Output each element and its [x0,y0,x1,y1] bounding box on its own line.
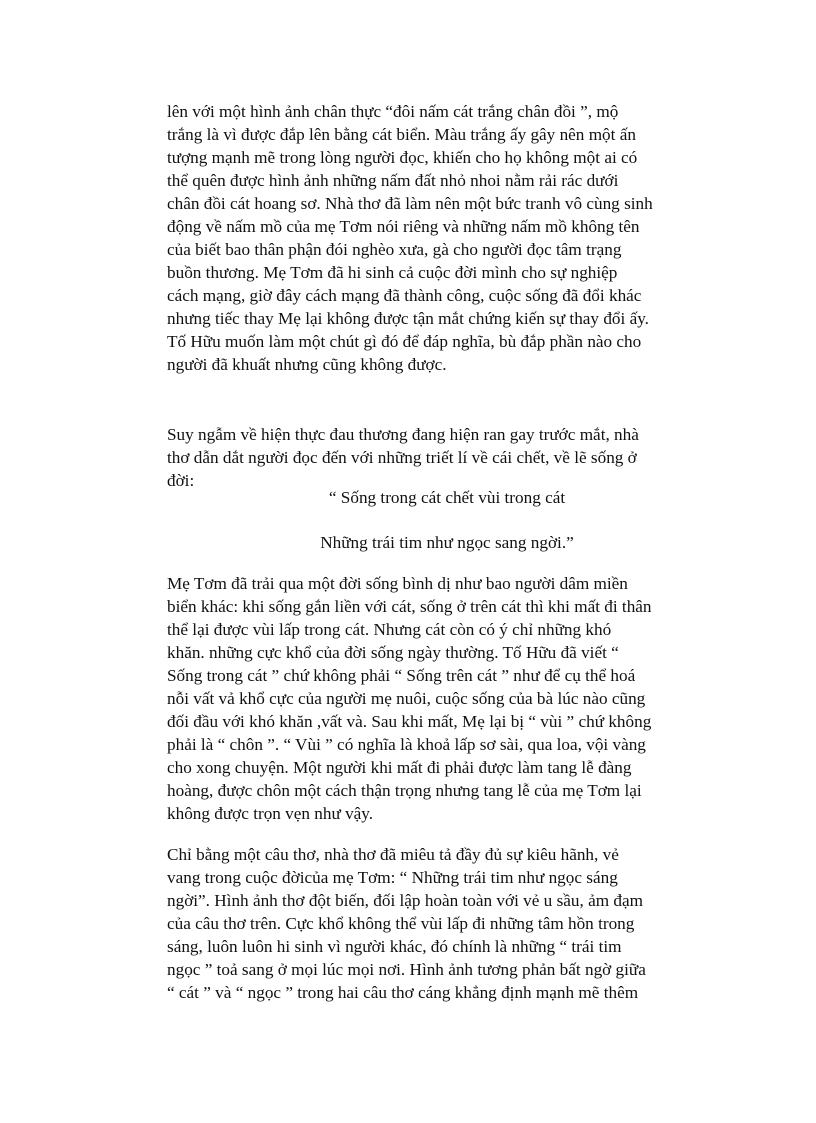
paragraph-1 [167,100,727,376]
verse-text: Những trái tim như ngọc sang ngời.” [320,533,574,552]
paragraph-4 [167,843,727,1004]
text-line: Mẹ Tơm đã trải qua một đời sống bình dị như bao người dâm miền [167,574,628,593]
text-line: vang trong cuộc đờicủa mẹ Tơm: “ Những trái tim như ngọc sáng [167,868,618,887]
text-line: Tố Hữu muốn làm một chút gì đó để đáp nghĩa, bù đắp phần nào cho [167,332,642,351]
text-line: chân đồi cát hoang sơ. Nhà thơ đã làm nên một bức tranh vô cùng sinh [167,194,653,213]
text-line: thơ dẫn dắt người đọc đến với những triết lí về cái chết, về lẽ sống ở [167,448,637,467]
text-line: đời: [167,471,195,490]
verse-line-2 [167,531,727,554]
text-line: đối đầu với khó khăn ,vất và. Sau khi mất, Mẹ lại bị “ vùi ” chứ không [167,712,652,731]
text-line: sáng, luôn luôn hi sinh vì người khác, đó chính là những “ trái tim [167,937,622,956]
paragraph-2 [167,423,727,492]
text-line: động về nấm mồ của mẹ Tơm nói riêng và những nấm mồ không tên [167,217,640,236]
verse-line-1 [167,486,727,509]
text-line: thể quên được hình ảnh những nấm đất nhỏ nhoi nằm rải rác dưới [167,171,619,190]
text-line: Suy ngẫm về hiện thực đau thương đang hiện ran gay trước mắt, nhà [167,425,639,444]
text-line: tượng mạnh mẽ trong lòng người đọc, khiến cho họ không một ai có [167,148,638,167]
text-line: trắng là vì được đắp lên bằng cát biển. Màu trắng ấy gây nên một ấn [167,125,636,144]
text-line: khăn. những cực khổ của đời sống ngày thường. Tố Hữu đã viết “ [167,643,619,662]
text-line: ngọc ” toả sang ở mọi lúc mọi nơi. Hình ảnh tương phản bất ngờ giữa [167,960,646,979]
text-line: biển khác: khi sống gắn liền với cát, sống ở trên cát thì khi mất đi thân [167,597,652,616]
text-line: nỗi vất vả khổ cực của người mẹ nuôi, cuộc sống của bà lúc nào cũng [167,689,646,708]
text-line: người đã khuất nhưng cũng không được. [167,355,447,374]
text-line: phải là “ chôn ”. “ Vùi ” có nghĩa là khoả lấp sơ sài, qua loa, vội vàng [167,735,646,754]
text-line: lên với một hình ảnh chân thực “đôi nấm cát trắng chân đồi ”, mộ [167,102,619,121]
text-line: “ cát ” và “ ngọc ” trong hai câu thơ cáng khẳng định mạnh mẽ thêm [167,983,639,1002]
text-line: của biết bao thân phận đói nghèo xưa, gà cho người đọc tâm trạng [167,240,622,259]
text-line: của câu thơ trên. Cực khổ không thể vùi lấp đi những tâm hồn trong [167,914,635,933]
text-line: nhưng tiếc thay Mẹ lại không được tận mắt chứng kiến sự thay đổi ấy. [167,309,649,328]
text-line: thể lại được vùi lấp trong cát. Nhưng cát còn có ý chỉ những khó [167,620,612,639]
text-line: ngời”. Hình ảnh thơ đột biến, đối lập hoàn toàn với vẻ u sầu, ảm đạm [167,891,643,910]
text-line: buồn thương. Mẹ Tơm đã hi sinh cả cuộc đời mình cho sự nghiệp [167,263,618,282]
paragraph-3 [167,572,727,825]
text-line: Sống trong cát ” chứ không phải “ Sống trên cát ” như để cụ thể hoá [167,666,636,685]
verse-text: “ Sống trong cát chết vùi trong cát [328,488,566,507]
text-line: cách mạng, giờ đây cách mạng đã thành công, cuộc sống đã đổi khác [167,286,642,305]
text-line: hoàng, được chôn một cách thận trọng nhưng tang lễ của mẹ Tơm lại [167,781,642,800]
text-line: không được trọn vẹn như vậy. [167,804,374,823]
text-line: cho xong chuyện. Một người khi mất đi phải được làm tang lễ đàng [167,758,632,777]
text-line: Chỉ bằng một câu thơ, nhà thơ đã miêu tả đầy đủ sự kiêu hãnh, vẻ [167,845,619,864]
